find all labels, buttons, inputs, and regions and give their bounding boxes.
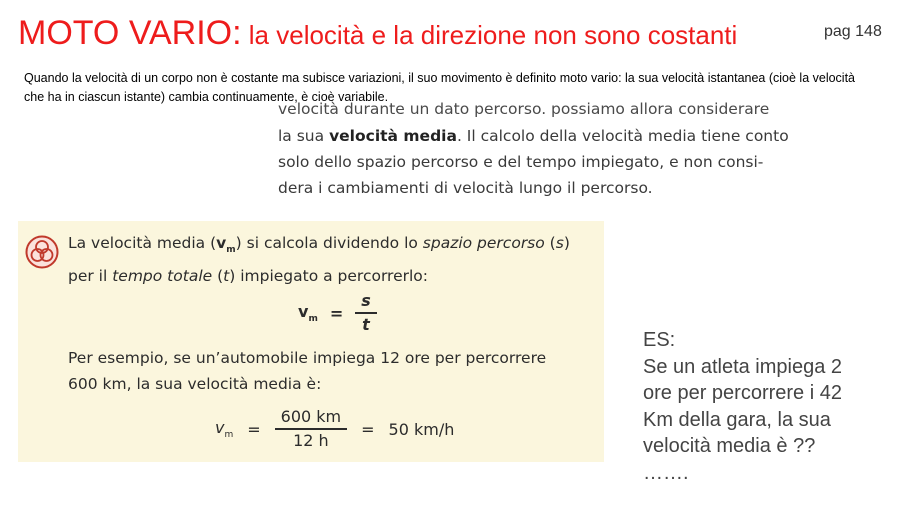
formula-numerator: 600 km <box>280 407 342 426</box>
book-line-3: dera i cambiamenti di velocità lungo il percorso. <box>278 179 653 197</box>
definition-line-2 <box>68 263 598 289</box>
book-cut-line <box>278 100 770 120</box>
page-reference: pag 148 <box>824 23 882 40</box>
formula-fraction <box>275 406 347 452</box>
interlocking-circles-icon <box>25 235 59 269</box>
formula-numerator: s <box>361 291 371 310</box>
book-text: la sua <box>278 127 330 145</box>
book-bold-term: velocità media <box>329 127 457 145</box>
def-text: ) si calcola dividendo lo <box>235 234 423 252</box>
formula-denominator: t <box>362 315 370 334</box>
def-text: per il <box>68 267 113 286</box>
def-text: ( <box>544 234 556 252</box>
exercise-line-1: ES: <box>643 329 676 351</box>
def-italic-symbol: t <box>223 267 230 286</box>
exercise-line-3: ore per percorrere i 42 <box>643 382 842 404</box>
formula-lhs <box>298 302 318 324</box>
def-italic-term: tempo totale <box>112 267 213 286</box>
definition-line-1 <box>68 230 598 263</box>
formula-sub: m <box>308 314 318 325</box>
def-text: La velocità media ( <box>68 234 217 252</box>
def-text: ) <box>563 234 570 252</box>
formula-fraction <box>355 290 377 336</box>
intro-paragraph: Quando la velocità di un corpo non è costante ma subisce variazioni, il suo movimento è definito moto vario: la sua velocità istantanea (cioè la velocità che ha in ciascun istante) cambia continuamente, è cioè variabile. <box>24 71 856 104</box>
exercise-text <box>643 327 883 486</box>
def-italic-symbol: s <box>555 234 564 252</box>
title-subtitle: la velocità e la direzione non sono costanti <box>241 20 738 50</box>
book-paragraph <box>278 123 789 201</box>
exercise-line-5: velocità media è ?? <box>643 435 816 457</box>
exercise-line-6: ……. <box>643 461 689 484</box>
formula-equals: = <box>329 303 344 323</box>
title-main: MOTO VARIO: <box>18 14 242 52</box>
book-cut-line-text: velocità durante un dato percorso. possiamo allora considerare <box>278 100 770 118</box>
vm-symbol <box>216 234 236 256</box>
book-line-2: solo dello spazio percorso e del tempo impiegato, e non consi- <box>278 153 764 171</box>
formula-equals: = <box>361 419 375 439</box>
example-line-2: 600 km, la sua velocità media è: <box>68 375 322 393</box>
definition-text <box>68 230 598 289</box>
book-text: . Il calcolo della velocità media tiene conto <box>456 127 789 145</box>
book-line-1 <box>278 123 789 149</box>
velocity-formula <box>298 290 377 336</box>
formula-v: v <box>215 417 225 437</box>
example-line-1: Per esempio, se un’automobile impiega 12 ore per percorrere <box>68 349 547 367</box>
exercise-line-2: Se un atleta impiega 2 <box>643 355 843 378</box>
def-text: ) impiegato a percorrerlo: <box>229 267 429 286</box>
example-text <box>68 345 598 397</box>
vm-letter: v <box>216 234 227 252</box>
exercise-line-4: Km della gara, la sua <box>643 408 831 431</box>
formula-denominator: 12 h <box>293 431 329 450</box>
formula-v: v <box>298 301 309 321</box>
formula-equals: = <box>247 419 261 439</box>
example-formula <box>215 406 454 452</box>
formula-lhs <box>215 418 233 440</box>
vm-subscript: m <box>226 245 236 256</box>
def-italic-term: spazio percorso <box>422 234 545 252</box>
slide-title <box>18 14 737 53</box>
formula-result: 50 km/h <box>388 419 455 439</box>
def-text: ( <box>212 267 224 286</box>
formula-sub: m <box>224 430 234 441</box>
